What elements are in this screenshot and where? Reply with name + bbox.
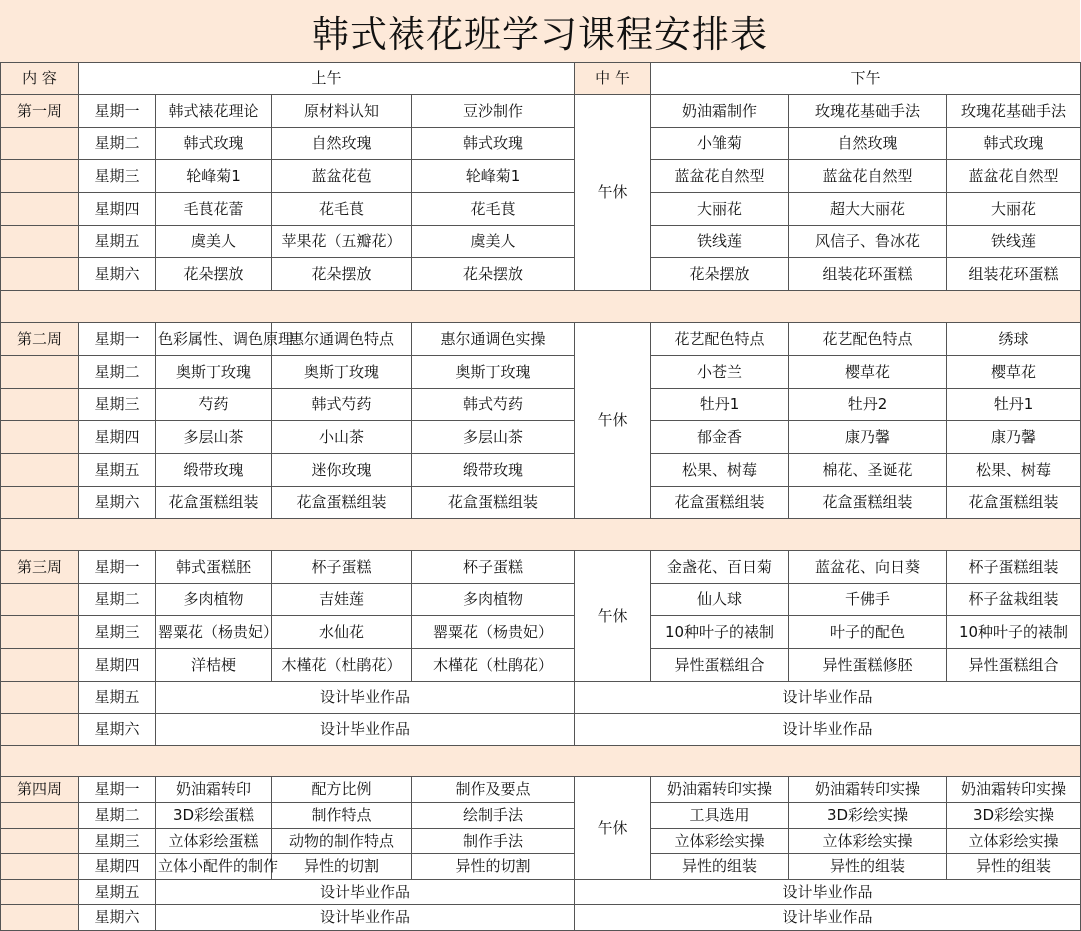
morning-cell: 立体彩绘蛋糕: [156, 829, 272, 854]
afternoon-cell: 蓝盆花、向日葵: [789, 551, 947, 584]
noon-break-cell: 午休: [575, 777, 651, 880]
afternoon-cell: 异性蛋糕组合: [947, 649, 1081, 682]
morning-cell: 奶油霜转印: [156, 777, 272, 803]
morning-cell: 花毛茛: [272, 193, 412, 226]
morning-cell: 惠尔通调色实操: [412, 323, 575, 356]
morning-cell: 花盒蛋糕组装: [156, 487, 272, 519]
content-header: 内 容: [1, 63, 79, 95]
morning-cell: 虞美人: [412, 226, 575, 258]
morning-cell: 惠尔通调色特点: [272, 323, 412, 356]
morning-cell: 奥斯丁玫瑰: [412, 356, 575, 389]
morning-cell: 小山茶: [272, 421, 412, 454]
afternoon-cell: 铁线莲: [651, 226, 789, 258]
day-label: 星期一: [79, 95, 156, 128]
day-label: 星期二: [79, 128, 156, 160]
morning-cell: 配方比例: [272, 777, 412, 803]
morning-cell: 韩式玫瑰: [412, 128, 575, 160]
table-row: [1, 454, 1081, 487]
morning-cell: 豆沙制作: [412, 95, 575, 128]
afternoon-cell: 松果、树莓: [651, 454, 789, 487]
noon-break-cell: 午休: [575, 551, 651, 682]
afternoon-cell: 杯子盆栽组装: [947, 584, 1081, 616]
afternoon-cell: 异性的组装: [947, 854, 1081, 880]
table-row: [1, 160, 1081, 193]
afternoon-cell: 绣球: [947, 323, 1081, 356]
day-label: 星期一: [79, 777, 156, 803]
table-row: [1, 356, 1081, 389]
afternoon-cell: 金盏花、百日菊: [651, 551, 789, 584]
afternoon-cell: 立体彩绘实操: [651, 829, 789, 854]
morning-cell: 韩式蛋糕胚: [156, 551, 272, 584]
week-label: 第四周: [1, 777, 79, 803]
afternoon-cell: 立体彩绘实操: [947, 829, 1081, 854]
afternoon-cell: 花盒蛋糕组装: [947, 487, 1081, 519]
morning-cell: 毛茛花蕾: [156, 193, 272, 226]
afternoon-cell: 玫瑰花基础手法: [789, 95, 947, 128]
morning-cell: 水仙花: [272, 616, 412, 649]
morning-cell: 3D彩绘蛋糕: [156, 803, 272, 829]
afternoon-cell: 康乃馨: [947, 421, 1081, 454]
week-separator-row: [1, 746, 1081, 777]
day-label: 星期二: [79, 356, 156, 389]
table-row: [1, 714, 1081, 746]
morning-cell: 蓝盆花苞: [272, 160, 412, 193]
afternoon-cell: 蓝盆花自然型: [789, 160, 947, 193]
morning-cell: 杯子蛋糕: [272, 551, 412, 584]
afternoon-cell: 千佛手: [789, 584, 947, 616]
table-row: [1, 551, 1081, 584]
morning-cell: 韩式芍药: [272, 389, 412, 421]
morning-cell: 苹果花（五瓣花）: [272, 226, 412, 258]
afternoon-cell: 立体彩绘实操: [789, 829, 947, 854]
afternoon-cell: 3D彩绘实操: [947, 803, 1081, 829]
morning-cell: 多层山茶: [156, 421, 272, 454]
morning-cell: 多肉植物: [156, 584, 272, 616]
table-row: [1, 128, 1081, 160]
afternoon-cell: 牡丹1: [651, 389, 789, 421]
morning-cell: 异性的切割: [412, 854, 575, 880]
week-label-blank: [1, 854, 79, 880]
table-row: [1, 258, 1081, 291]
week-label: 第一周: [1, 95, 79, 128]
separator-cell: [1, 291, 1081, 323]
afternoon-cell: 花艺配色特点: [651, 323, 789, 356]
separator-cell: [1, 746, 1081, 777]
week-label-blank: [1, 714, 79, 746]
table-row: [1, 226, 1081, 258]
afternoon-cell: 郁金香: [651, 421, 789, 454]
morning-header: 上午: [79, 63, 575, 95]
noon-break-cell: 午休: [575, 323, 651, 519]
table-row: [1, 323, 1081, 356]
afternoon-cell: 牡丹2: [789, 389, 947, 421]
afternoon-cell: 松果、树莓: [947, 454, 1081, 487]
week-label-blank: [1, 356, 79, 389]
afternoon-merged-cell: 设计毕业作品: [575, 682, 1081, 714]
morning-cell: 花朵摆放: [412, 258, 575, 291]
afternoon-header: 下午: [651, 63, 1081, 95]
day-label: 星期五: [79, 454, 156, 487]
morning-cell: 多肉植物: [412, 584, 575, 616]
day-label: 星期四: [79, 854, 156, 880]
week-label-blank: [1, 649, 79, 682]
afternoon-cell: 10种叶子的裱制: [651, 616, 789, 649]
afternoon-cell: 牡丹1: [947, 389, 1081, 421]
day-label: 星期三: [79, 616, 156, 649]
week-label-blank: [1, 128, 79, 160]
week-label-blank: [1, 389, 79, 421]
afternoon-cell: 铁线莲: [947, 226, 1081, 258]
day-label: 星期六: [79, 487, 156, 519]
morning-cell: 奥斯丁玫瑰: [272, 356, 412, 389]
week-label-blank: [1, 584, 79, 616]
morning-cell: 自然玫瑰: [272, 128, 412, 160]
afternoon-cell: 风信子、鲁冰花: [789, 226, 947, 258]
page-title: 韩式裱花班学习课程安排表: [0, 0, 1080, 63]
week-label-blank: [1, 193, 79, 226]
week-label-blank: [1, 803, 79, 829]
afternoon-merged-cell: 设计毕业作品: [575, 880, 1081, 905]
afternoon-cell: 杯子蛋糕组装: [947, 551, 1081, 584]
day-label: 星期六: [79, 905, 156, 931]
week-label-blank: [1, 829, 79, 854]
morning-cell: 韩式裱花理论: [156, 95, 272, 128]
table-row: [1, 905, 1081, 931]
day-label: 星期四: [79, 421, 156, 454]
table-row: [1, 682, 1081, 714]
afternoon-cell: 自然玫瑰: [789, 128, 947, 160]
noon-break-cell: 午休: [575, 95, 651, 291]
morning-cell: 花朵摆放: [156, 258, 272, 291]
table-row: [1, 829, 1081, 854]
afternoon-cell: 叶子的配色: [789, 616, 947, 649]
day-label: 星期一: [79, 551, 156, 584]
table-row: [1, 584, 1081, 616]
afternoon-cell: 小苍兰: [651, 356, 789, 389]
week-label-blank: [1, 682, 79, 714]
week-label-blank: [1, 421, 79, 454]
afternoon-cell: 小雏菊: [651, 128, 789, 160]
morning-cell: 轮峰菊1: [156, 160, 272, 193]
morning-cell: 花盒蛋糕组装: [412, 487, 575, 519]
morning-merged-cell: 设计毕业作品: [156, 880, 575, 905]
afternoon-cell: 花艺配色特点: [789, 323, 947, 356]
morning-merged-cell: 设计毕业作品: [156, 682, 575, 714]
morning-cell: 奥斯丁玫瑰: [156, 356, 272, 389]
morning-cell: 吉娃莲: [272, 584, 412, 616]
day-label: 星期五: [79, 880, 156, 905]
day-label: 星期五: [79, 226, 156, 258]
afternoon-cell: 康乃馨: [789, 421, 947, 454]
morning-cell: 动物的制作特点: [272, 829, 412, 854]
week-separator-row: [1, 291, 1081, 323]
morning-cell: 立体小配件的制作: [156, 854, 272, 880]
afternoon-cell: 奶油霜制作: [651, 95, 789, 128]
day-label: 星期二: [79, 584, 156, 616]
table-row: [1, 854, 1081, 880]
table-row: [1, 649, 1081, 682]
afternoon-cell: 奶油霜转印实操: [651, 777, 789, 803]
afternoon-cell: 樱草花: [789, 356, 947, 389]
week-label-blank: [1, 226, 79, 258]
table-row: [1, 389, 1081, 421]
afternoon-cell: 组装花环蛋糕: [789, 258, 947, 291]
morning-cell: 木槿花（杜鹃花）: [272, 649, 412, 682]
day-label: 星期四: [79, 649, 156, 682]
morning-cell: 杯子蛋糕: [412, 551, 575, 584]
week-label-blank: [1, 454, 79, 487]
afternoon-cell: 异性的组装: [651, 854, 789, 880]
afternoon-cell: 棉花、圣诞花: [789, 454, 947, 487]
afternoon-merged-cell: 设计毕业作品: [575, 905, 1081, 931]
morning-cell: 芍药: [156, 389, 272, 421]
afternoon-cell: 大丽花: [651, 193, 789, 226]
morning-cell: 缎带玫瑰: [412, 454, 575, 487]
separator-cell: [1, 519, 1081, 551]
table-row: [1, 803, 1081, 829]
morning-cell: 轮峰菊1: [412, 160, 575, 193]
morning-cell: 迷你玫瑰: [272, 454, 412, 487]
morning-cell: 花盒蛋糕组装: [272, 487, 412, 519]
morning-cell: 原材料认知: [272, 95, 412, 128]
day-label: 星期五: [79, 682, 156, 714]
table-row: [1, 421, 1081, 454]
week-label-blank: [1, 880, 79, 905]
morning-merged-cell: 设计毕业作品: [156, 714, 575, 746]
week-label: 第三周: [1, 551, 79, 584]
afternoon-cell: 花盒蛋糕组装: [651, 487, 789, 519]
afternoon-cell: 异性蛋糕修胚: [789, 649, 947, 682]
afternoon-cell: 玫瑰花基础手法: [947, 95, 1081, 128]
table-row: [1, 487, 1081, 519]
afternoon-cell: 花朵摆放: [651, 258, 789, 291]
morning-cell: 制作特点: [272, 803, 412, 829]
day-label: 星期六: [79, 258, 156, 291]
morning-cell: 缎带玫瑰: [156, 454, 272, 487]
afternoon-cell: 奶油霜转印实操: [789, 777, 947, 803]
day-label: 星期三: [79, 389, 156, 421]
morning-cell: 制作手法: [412, 829, 575, 854]
morning-cell: 韩式芍药: [412, 389, 575, 421]
afternoon-cell: 超大大丽花: [789, 193, 947, 226]
day-label: 星期三: [79, 829, 156, 854]
morning-cell: 色彩属性、调色原理: [156, 323, 272, 356]
week-label-blank: [1, 160, 79, 193]
table-row: [1, 616, 1081, 649]
table-row: [1, 777, 1081, 803]
afternoon-cell: 花盒蛋糕组装: [789, 487, 947, 519]
morning-cell: 洋桔梗: [156, 649, 272, 682]
afternoon-cell: 3D彩绘实操: [789, 803, 947, 829]
afternoon-cell: 10种叶子的裱制: [947, 616, 1081, 649]
morning-cell: 虞美人: [156, 226, 272, 258]
morning-cell: 绘制手法: [412, 803, 575, 829]
morning-cell: 罂粟花（杨贵妃）: [156, 616, 272, 649]
week-label-blank: [1, 487, 79, 519]
week-separator-row: [1, 519, 1081, 551]
afternoon-cell: 仙人球: [651, 584, 789, 616]
week-label-blank: [1, 905, 79, 931]
afternoon-cell: 组装花环蛋糕: [947, 258, 1081, 291]
header-row: [1, 63, 1081, 95]
afternoon-merged-cell: 设计毕业作品: [575, 714, 1081, 746]
morning-merged-cell: 设计毕业作品: [156, 905, 575, 931]
afternoon-cell: 樱草花: [947, 356, 1081, 389]
afternoon-cell: 大丽花: [947, 193, 1081, 226]
table-row: [1, 95, 1081, 128]
morning-cell: 罂粟花（杨贵妃）: [412, 616, 575, 649]
morning-cell: 花毛茛: [412, 193, 575, 226]
schedule-table: [0, 62, 1081, 931]
day-label: 星期二: [79, 803, 156, 829]
morning-cell: 多层山茶: [412, 421, 575, 454]
table-row: [1, 880, 1081, 905]
afternoon-cell: 异性蛋糕组合: [651, 649, 789, 682]
afternoon-cell: 蓝盆花自然型: [651, 160, 789, 193]
afternoon-cell: 韩式玫瑰: [947, 128, 1081, 160]
week-label: 第二周: [1, 323, 79, 356]
noon-header: 中 午: [575, 63, 651, 95]
day-label: 星期四: [79, 193, 156, 226]
afternoon-cell: 工具选用: [651, 803, 789, 829]
morning-cell: 异性的切割: [272, 854, 412, 880]
day-label: 星期三: [79, 160, 156, 193]
week-label-blank: [1, 258, 79, 291]
morning-cell: 制作及要点: [412, 777, 575, 803]
week-label-blank: [1, 616, 79, 649]
day-label: 星期一: [79, 323, 156, 356]
afternoon-cell: 异性的组装: [789, 854, 947, 880]
afternoon-cell: 奶油霜转印实操: [947, 777, 1081, 803]
day-label: 星期六: [79, 714, 156, 746]
morning-cell: 木槿花（杜鹃花）: [412, 649, 575, 682]
morning-cell: 韩式玫瑰: [156, 128, 272, 160]
table-row: [1, 193, 1081, 226]
morning-cell: 花朵摆放: [272, 258, 412, 291]
afternoon-cell: 蓝盆花自然型: [947, 160, 1081, 193]
